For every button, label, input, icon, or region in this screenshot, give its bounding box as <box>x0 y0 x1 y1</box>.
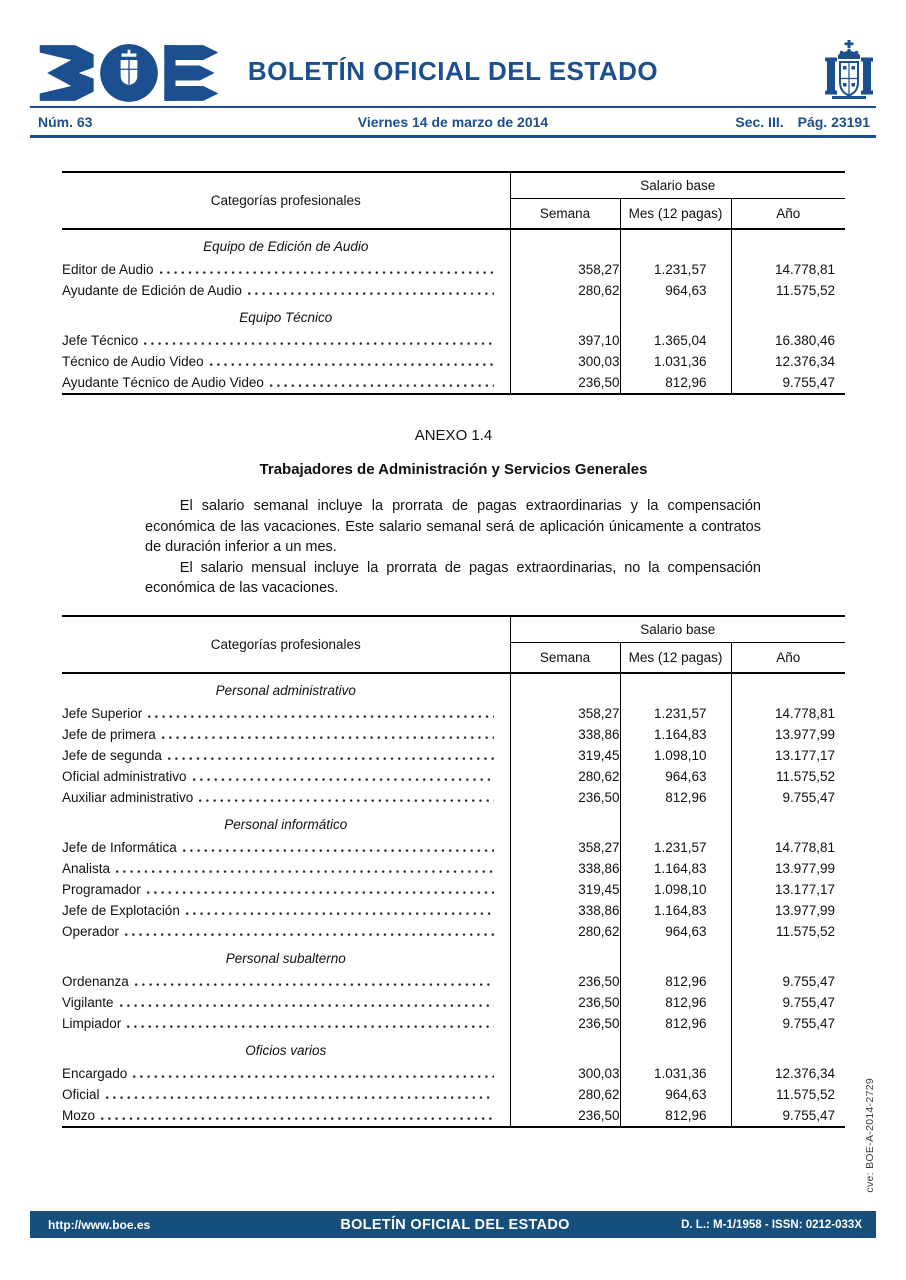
dotted-leader <box>270 384 494 388</box>
category-label: Oficial <box>62 1086 100 1102</box>
value-semana: 236,50 <box>510 787 620 808</box>
page-number: Pág. 23191 <box>797 113 870 130</box>
dotted-leader <box>186 912 494 916</box>
salary-table <box>62 615 845 1128</box>
value-semana: 236,50 <box>510 372 620 394</box>
dotted-leader <box>148 715 493 719</box>
table-section-row <box>62 229 845 259</box>
value-mes: 812,96 <box>620 1105 731 1127</box>
value-semana: 300,03 <box>510 1063 620 1084</box>
issue-number: Núm. 63 <box>38 113 93 130</box>
value-mes: 964,63 <box>620 280 731 301</box>
table-row <box>62 280 845 301</box>
column-subheader: Semana <box>510 199 620 230</box>
value-ano: 11.575,52 <box>731 766 845 787</box>
category-label: Ayudante de Edición de Audio <box>62 283 242 298</box>
category-label: Jefe Técnico <box>62 333 139 348</box>
column-subheader: Año <box>731 199 845 230</box>
table-section-row <box>62 673 845 703</box>
salary-table <box>62 171 845 395</box>
category-label: Editor de Audio <box>62 262 154 277</box>
annex-paragraphs <box>62 496 845 599</box>
value-semana: 358,27 <box>510 703 620 724</box>
category-label: Limpiador <box>62 1015 122 1031</box>
column-subheader: Año <box>731 642 845 673</box>
column-subheader: Mes (12 pagas) <box>620 199 731 230</box>
value-semana: 280,62 <box>510 921 620 942</box>
value-semana: 236,50 <box>510 1105 620 1127</box>
dotted-leader <box>160 271 494 275</box>
section-label: Sec. III. <box>735 113 784 130</box>
value-mes: 1.231,57 <box>620 703 731 724</box>
category-label: Auxiliar administrativo <box>62 789 194 805</box>
footer-bar <box>30 1211 876 1238</box>
value-ano: 9.755,47 <box>731 372 845 394</box>
dotted-leader <box>210 363 494 367</box>
footer-url[interactable]: http://www.boe.es <box>48 1217 151 1232</box>
salary-table-admin-services <box>62 615 845 1128</box>
category-label: Analista <box>62 860 111 876</box>
section-title: Oficios varios <box>245 1042 327 1058</box>
dotted-leader <box>116 870 493 874</box>
salary-table-audio-teams <box>62 171 845 395</box>
value-ano: 13.177,17 <box>731 745 845 766</box>
table-row <box>62 787 845 808</box>
value-semana: 280,62 <box>510 766 620 787</box>
section-title: Personal subalterno <box>225 950 346 966</box>
category-label: Técnico de Audio Video <box>62 354 204 369</box>
issue-date: Viernes 14 de marzo de 2014 <box>357 113 549 130</box>
dotted-leader <box>133 1075 493 1079</box>
category-label: Jefe de Informática <box>62 839 177 855</box>
value-mes: 1.031,36 <box>620 351 731 372</box>
category-label: Jefe de primera <box>62 726 156 742</box>
dotted-leader <box>147 891 494 895</box>
annex-heading: ANEXO 1.4 <box>414 427 493 444</box>
value-semana: 236,50 <box>510 1013 620 1034</box>
value-ano: 9.755,47 <box>731 992 845 1013</box>
value-ano: 9.755,47 <box>731 1013 845 1034</box>
spain-coat-of-arms-icon <box>824 40 874 102</box>
page-header <box>0 0 906 106</box>
table-row <box>62 992 845 1013</box>
value-ano: 11.575,52 <box>731 1084 845 1105</box>
table-row <box>62 921 845 942</box>
value-ano: 13.977,99 <box>731 900 845 921</box>
value-mes: 964,63 <box>620 921 731 942</box>
category-label: Mozo <box>62 1107 96 1123</box>
value-ano: 16.380,46 <box>731 330 845 351</box>
table-row <box>62 330 845 351</box>
value-mes: 1.231,57 <box>620 837 731 858</box>
value-semana: 236,50 <box>510 971 620 992</box>
value-semana: 338,86 <box>510 724 620 745</box>
value-ano: 12.376,34 <box>731 1063 845 1084</box>
table-section-row <box>62 942 845 971</box>
column-subheader: Mes (12 pagas) <box>620 642 731 673</box>
value-semana: 319,45 <box>510 879 620 900</box>
dotted-leader <box>162 736 494 740</box>
column-subheader: Semana <box>510 642 620 673</box>
column-group-header-salario-base: Salario base <box>510 616 845 643</box>
annex-subtitle: Trabajadores de Administración y Servicios Generales <box>259 461 648 478</box>
value-mes: 812,96 <box>620 787 731 808</box>
category-label: Ayudante Técnico de Audio Video <box>62 375 264 390</box>
dotted-leader <box>199 799 493 803</box>
table-row <box>62 858 845 879</box>
value-mes: 1.231,57 <box>620 259 731 280</box>
value-ano: 14.778,81 <box>731 837 845 858</box>
cve-vertical-code: cve: BOE-A-2014-2729 <box>864 1078 876 1193</box>
header-rule-bottom <box>30 135 876 138</box>
footer-legal: D. L.: M-1/1958 - ISSN: 0212-033X <box>681 1218 862 1231</box>
value-semana: 358,27 <box>510 259 620 280</box>
value-ano: 9.755,47 <box>731 971 845 992</box>
value-semana: 319,45 <box>510 745 620 766</box>
dotted-leader <box>127 1025 493 1029</box>
category-label: Encargado <box>62 1065 128 1081</box>
document-body <box>0 171 906 1128</box>
section-title: Personal administrativo <box>215 682 356 698</box>
value-mes: 1.098,10 <box>620 745 731 766</box>
table-row <box>62 259 845 280</box>
value-mes: 964,63 <box>620 766 731 787</box>
dotted-leader <box>248 292 494 296</box>
table-row <box>62 1063 845 1084</box>
footer-title: BOLETÍN OFICIAL DEL ESTADO <box>340 1216 570 1233</box>
paragraph-monthly-salary: El salario mensual incluye la prorrata de pagas extraordinarias, no la compensación económica de las vacaciones. <box>145 559 761 597</box>
category-label: Jefe de segunda <box>62 747 162 763</box>
category-label: Vigilante <box>62 994 114 1010</box>
page-title: BOLETÍN OFICIAL DEL ESTADO <box>247 56 659 86</box>
category-label: Oficial administrativo <box>62 768 187 784</box>
value-ano: 9.755,47 <box>731 1105 845 1127</box>
value-semana: 300,03 <box>510 351 620 372</box>
table-row <box>62 766 845 787</box>
dotted-leader <box>125 933 493 937</box>
dotted-leader <box>101 1117 493 1121</box>
table-row <box>62 1013 845 1034</box>
dotted-leader <box>183 849 494 853</box>
table-row <box>62 724 845 745</box>
value-semana: 358,27 <box>510 837 620 858</box>
value-mes: 812,96 <box>620 1013 731 1034</box>
table-row <box>62 1105 845 1127</box>
dotted-leader <box>168 757 494 761</box>
category-label: Programador <box>62 881 141 897</box>
table-row <box>62 351 845 372</box>
value-ano: 11.575,52 <box>731 280 845 301</box>
value-semana: 280,62 <box>510 1084 620 1105</box>
value-mes: 1.164,83 <box>620 724 731 745</box>
column-header-categorias: Categorías profesionales <box>62 616 510 673</box>
category-label: Operador <box>62 923 120 939</box>
section-title: Equipo Técnico <box>239 310 333 325</box>
table-row <box>62 879 845 900</box>
value-mes: 812,96 <box>620 372 731 394</box>
category-label: Jefe de Explotación <box>62 902 180 918</box>
value-mes: 964,63 <box>620 1084 731 1105</box>
table-row <box>62 900 845 921</box>
table-row <box>62 1084 845 1105</box>
dotted-leader <box>120 1004 494 1008</box>
value-ano: 12.376,34 <box>731 351 845 372</box>
table-row <box>62 971 845 992</box>
dotted-leader <box>106 1096 494 1100</box>
category-label: Jefe Superior <box>62 705 143 721</box>
section-title: Personal informático <box>224 816 348 832</box>
value-semana: 338,86 <box>510 900 620 921</box>
value-ano: 14.778,81 <box>731 703 845 724</box>
dotted-leader <box>144 342 493 346</box>
value-mes: 1.031,36 <box>620 1063 731 1084</box>
value-mes: 1.164,83 <box>620 900 731 921</box>
value-mes: 1.098,10 <box>620 879 731 900</box>
value-ano: 13.977,99 <box>731 858 845 879</box>
table-row <box>62 837 845 858</box>
dotted-leader <box>135 983 494 987</box>
paragraph-weekly-salary: El salario semanal incluye la prorrata de pagas extraordinarias y la compensación económica de las vacaciones. Este salario semanal será de aplicación únicamente a contratos de duración inferior a un mes. <box>145 498 761 556</box>
value-ano: 9.755,47 <box>731 787 845 808</box>
column-group-header-salario-base: Salario base <box>510 172 845 199</box>
value-semana: 280,62 <box>510 280 620 301</box>
section-title: Equipo de Edición de Audio <box>203 239 369 254</box>
value-ano: 14.778,81 <box>731 259 845 280</box>
table-row <box>62 745 845 766</box>
category-label: Ordenanza <box>62 973 129 989</box>
value-mes: 812,96 <box>620 992 731 1013</box>
dotted-leader <box>193 778 494 782</box>
value-ano: 11.575,52 <box>731 921 845 942</box>
table-section-row <box>62 808 845 837</box>
value-semana: 397,10 <box>510 330 620 351</box>
header-meta-bar <box>30 108 876 135</box>
value-ano: 13.177,17 <box>731 879 845 900</box>
column-header-categorias: Categorías profesionales <box>62 172 510 229</box>
value-mes: 812,96 <box>620 971 731 992</box>
table-section-row <box>62 301 845 330</box>
value-semana: 236,50 <box>510 992 620 1013</box>
table-row <box>62 703 845 724</box>
value-ano: 13.977,99 <box>731 724 845 745</box>
value-mes: 1.164,83 <box>620 858 731 879</box>
table-section-row <box>62 1034 845 1063</box>
table-row <box>62 372 845 394</box>
value-semana: 338,86 <box>510 858 620 879</box>
value-mes: 1.365,04 <box>620 330 731 351</box>
